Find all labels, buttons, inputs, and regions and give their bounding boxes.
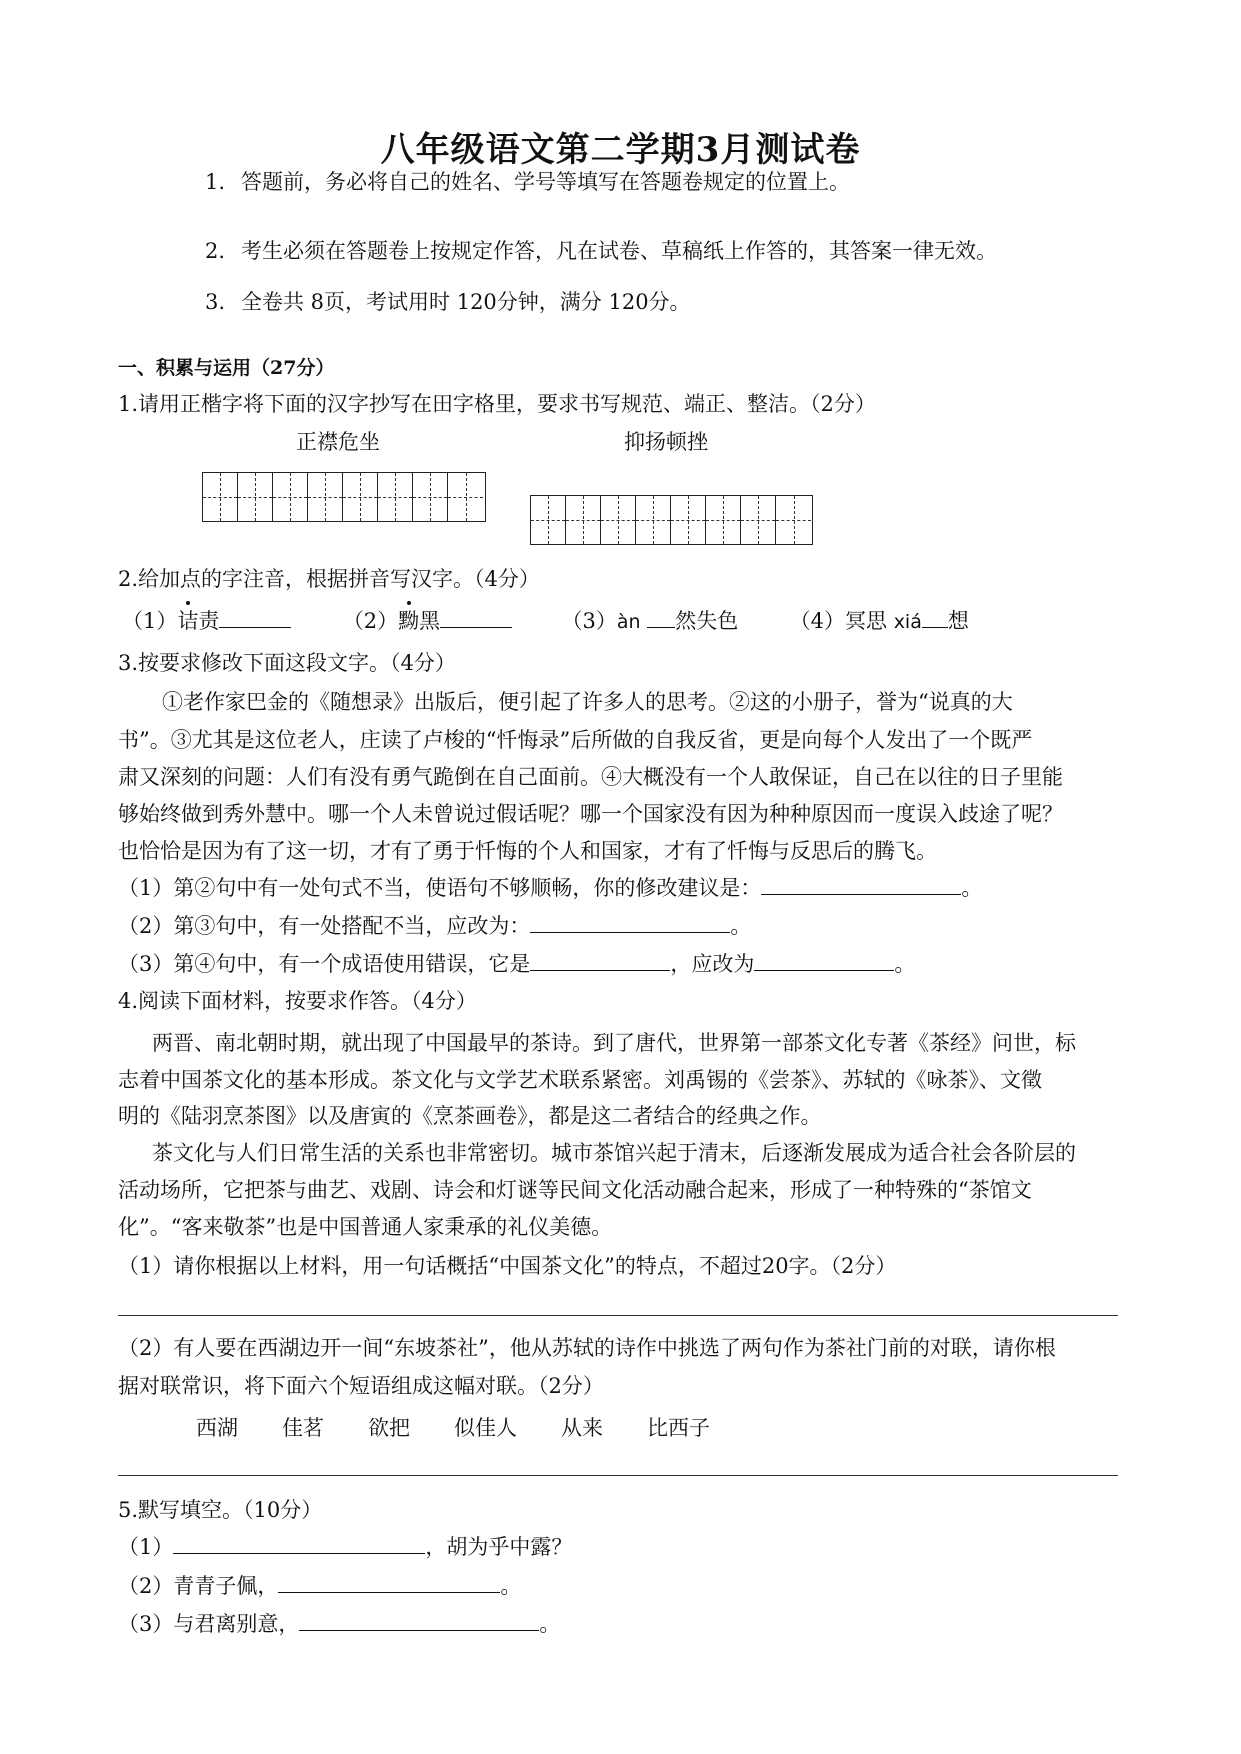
grid-cell[interactable] <box>413 473 448 521</box>
instruction-number: 3. <box>205 290 226 314</box>
q3-prompt: 3.按要求修改下面这段文字。（4分） <box>118 651 456 675</box>
q3-sub1-end: 。 <box>961 876 983 900</box>
grid-cell[interactable] <box>636 496 671 544</box>
pinyin: àn <box>616 611 641 633</box>
tianzi-grid-1[interactable] <box>202 472 486 522</box>
q4-material-line: 两晋、南北朝时期，就出现了中国最早的茶诗。到了唐代，世界第一部茶文化专著《茶经》问世，标 <box>152 1031 1076 1055</box>
grid-cell[interactable] <box>273 473 308 521</box>
pinyin: xiá <box>893 611 922 633</box>
q3-paragraph-line: 也恰恰是因为有了这一切，才有了勇于忏悔的个人和国家，才有了忏悔与反思后的腾飞。 <box>118 839 937 863</box>
grid-cell[interactable] <box>238 473 273 521</box>
grid-cell[interactable] <box>531 496 566 544</box>
answer-line[interactable] <box>118 1315 1118 1316</box>
phrase: 欲把 <box>368 1416 410 1440</box>
grid-cell[interactable] <box>343 473 378 521</box>
phrase: 西湖 <box>196 1416 238 1440</box>
q4-material-line: 明的《陆羽烹茶图》以及唐寅的《烹茶画卷》，都是这二者结合的经典之作。 <box>118 1104 822 1128</box>
phrase: 从来 <box>561 1416 603 1440</box>
q4-material-line: 化”。“客来敬茶”也是中国普通人家秉承的礼仪美德。 <box>118 1215 613 1239</box>
q5-item-2 <box>118 1572 521 1600</box>
instruction-1 <box>205 168 850 196</box>
q5-item3-prefix: （3）与君离别意， <box>118 1612 300 1636</box>
q1-prompt: 1.请用正楷字将下面的汉字抄写在田字格里，要求书写规范、端正、整洁。（2分） <box>118 392 876 416</box>
q3-sub3-end: 。 <box>894 952 916 976</box>
grid-cell[interactable] <box>706 496 741 544</box>
q3-sub2-end: 。 <box>730 914 752 938</box>
instruction-text: 答题前，务必将自己的姓名、学号等填写在答题卷规定的位置上。 <box>241 170 850 194</box>
q3-paragraph-line: 书”。③尤其是这位老人，庄读了卢梭的“忏悔录”后所做的自我反省，更是向每个人发出了一个既严 <box>118 728 1033 752</box>
q3-sub-3 <box>118 950 915 978</box>
dotted-char: 诘 <box>177 609 199 633</box>
section-heading: 一、积累与运用（27分） <box>118 357 335 379</box>
dotted-char: 黝 <box>398 609 420 633</box>
q3-sub3-text: （3）第④句中，有一个成语使用错误，它是 <box>118 952 531 976</box>
q3-paragraph-line: 够始终做到秀外慧中。哪一个人未曾说过假话呢？哪一个国家没有因为种种原因而一度误入歧途了呢？ <box>118 802 1063 826</box>
q2-item4-prefix: （4）冥思 <box>789 609 887 633</box>
answer-blank[interactable] <box>761 874 961 895</box>
grid-cell[interactable] <box>203 473 238 521</box>
q5-item2-suffix: 。 <box>500 1574 522 1598</box>
answer-blank[interactable] <box>922 607 948 628</box>
answer-blank[interactable] <box>440 607 512 628</box>
q4-sub-1: （1）请你根据以上材料，用一句话概括“中国茶文化”的特点，不超过20字。（2分） <box>118 1254 897 1278</box>
instruction-2 <box>205 237 997 265</box>
q3-sub-2 <box>118 912 751 940</box>
q5-item2-prefix: （2）青青子佩， <box>118 1574 279 1598</box>
q2-item3-rest: 然失色 <box>675 609 739 633</box>
q5-item3-suffix: 。 <box>539 1612 561 1636</box>
page-title: 八年级语文第二学期3月测试卷 <box>380 130 861 170</box>
q2-item2-prefix: （2） <box>342 609 399 633</box>
q5-item-1 <box>118 1533 572 1561</box>
grid-cell[interactable] <box>601 496 636 544</box>
q3-paragraph-line: ①老作家巴金的《随想录》出版后，便引起了许多人的思考。②这的小册子，誉为“说真的大 <box>162 690 1013 714</box>
q5-item1-prefix: （1） <box>118 1535 174 1559</box>
grid-cell[interactable] <box>448 473 483 521</box>
q3-paragraph-line: 肃又深刻的问题：人们有没有勇气跪倒在自己面前。④大概没有一个人敢保证，自己在以往的日子里能 <box>118 765 1063 789</box>
q2-item1-prefix: （1） <box>122 609 178 633</box>
q2-item4-rest: 想 <box>947 609 969 633</box>
q5-prompt: 5.默写填空。（10分） <box>118 1498 323 1522</box>
q5-item-3 <box>118 1610 560 1638</box>
instruction-3 <box>205 288 691 316</box>
answer-blank[interactable] <box>530 912 730 933</box>
phrase: 似佳人 <box>454 1416 517 1440</box>
q4-sub-2-line-1: （2）有人要在西湖边开一间“东坡茶社”，他从苏轼的诗作中挑选了两句作为茶社门前的对联，请你根 <box>118 1336 1056 1360</box>
q2-items <box>122 607 969 636</box>
q2-item2-rest: 黑 <box>419 609 441 633</box>
q1-word-1: 正襟危坐 <box>296 430 380 454</box>
q2-item3-prefix: （3） <box>561 609 617 633</box>
q2-prompt: 2.给加点的字注音，根据拼音写汉字。（4分） <box>118 567 540 591</box>
answer-blank[interactable] <box>530 950 670 971</box>
instruction-number: 2. <box>205 239 226 263</box>
grid-cell[interactable] <box>566 496 601 544</box>
q1-word-2: 抑扬顿挫 <box>624 430 708 454</box>
q4-sub-2-line-2: 据对联常识，将下面六个短语组成这幅对联。（2分） <box>118 1374 604 1398</box>
answer-blank[interactable] <box>278 1572 500 1593</box>
phrase-list <box>196 1414 754 1442</box>
q3-sub-1 <box>118 874 982 902</box>
q4-material-line: 茶文化与人们日常生活的关系也非常密切。城市茶馆兴起于清末，后逐渐发展成为适合社会各阶层的 <box>152 1141 1076 1165</box>
answer-blank[interactable] <box>299 1610 539 1631</box>
q3-sub3-mid: ，应改为 <box>670 952 755 976</box>
q4-material-line: 志着中国茶文化的基本形成。茶文化与文学艺术联系紧密。刘禹锡的《尝茶》、苏轼的《咏茶》、文徵 <box>118 1068 1042 1092</box>
q4-prompt: 4.阅读下面材料，按要求作答。（4分） <box>118 989 477 1013</box>
instruction-number: 1. <box>205 170 226 194</box>
phrase: 比西子 <box>647 1416 710 1440</box>
grid-cell[interactable] <box>378 473 413 521</box>
answer-blank[interactable] <box>754 950 894 971</box>
answer-blank[interactable] <box>173 1533 425 1554</box>
instruction-text: 考生必须在答题卷上按规定作答，凡在试卷、草稿纸上作答的，其答案一律无效。 <box>241 239 997 263</box>
q4-material-line: 活动场所，它把茶与曲艺、戏剧、诗会和灯谜等民间文化活动融合起来，形成了一种特殊的“茶馆文 <box>118 1178 1032 1202</box>
grid-cell[interactable] <box>776 496 811 544</box>
answer-line[interactable] <box>118 1475 1118 1476</box>
q3-sub1-text: （1）第②句中有一处句式不当，使语句不够顺畅，你的修改建议是： <box>118 876 762 900</box>
grid-cell[interactable] <box>741 496 776 544</box>
answer-blank[interactable] <box>219 607 291 628</box>
q2-item1-rest: 责 <box>198 609 220 633</box>
answer-blank[interactable] <box>647 607 675 628</box>
tianzi-grid-2[interactable] <box>530 495 813 545</box>
q5-item1-suffix: ，胡为乎中露？ <box>425 1535 573 1559</box>
q3-sub2-text: （2）第③句中，有一处搭配不当，应改为： <box>118 914 531 938</box>
phrase: 佳茗 <box>282 1416 324 1440</box>
instruction-text: 全卷共 8页，考试用时 120分钟，满分 120分。 <box>241 290 691 314</box>
grid-cell[interactable] <box>308 473 343 521</box>
grid-cell[interactable] <box>671 496 706 544</box>
